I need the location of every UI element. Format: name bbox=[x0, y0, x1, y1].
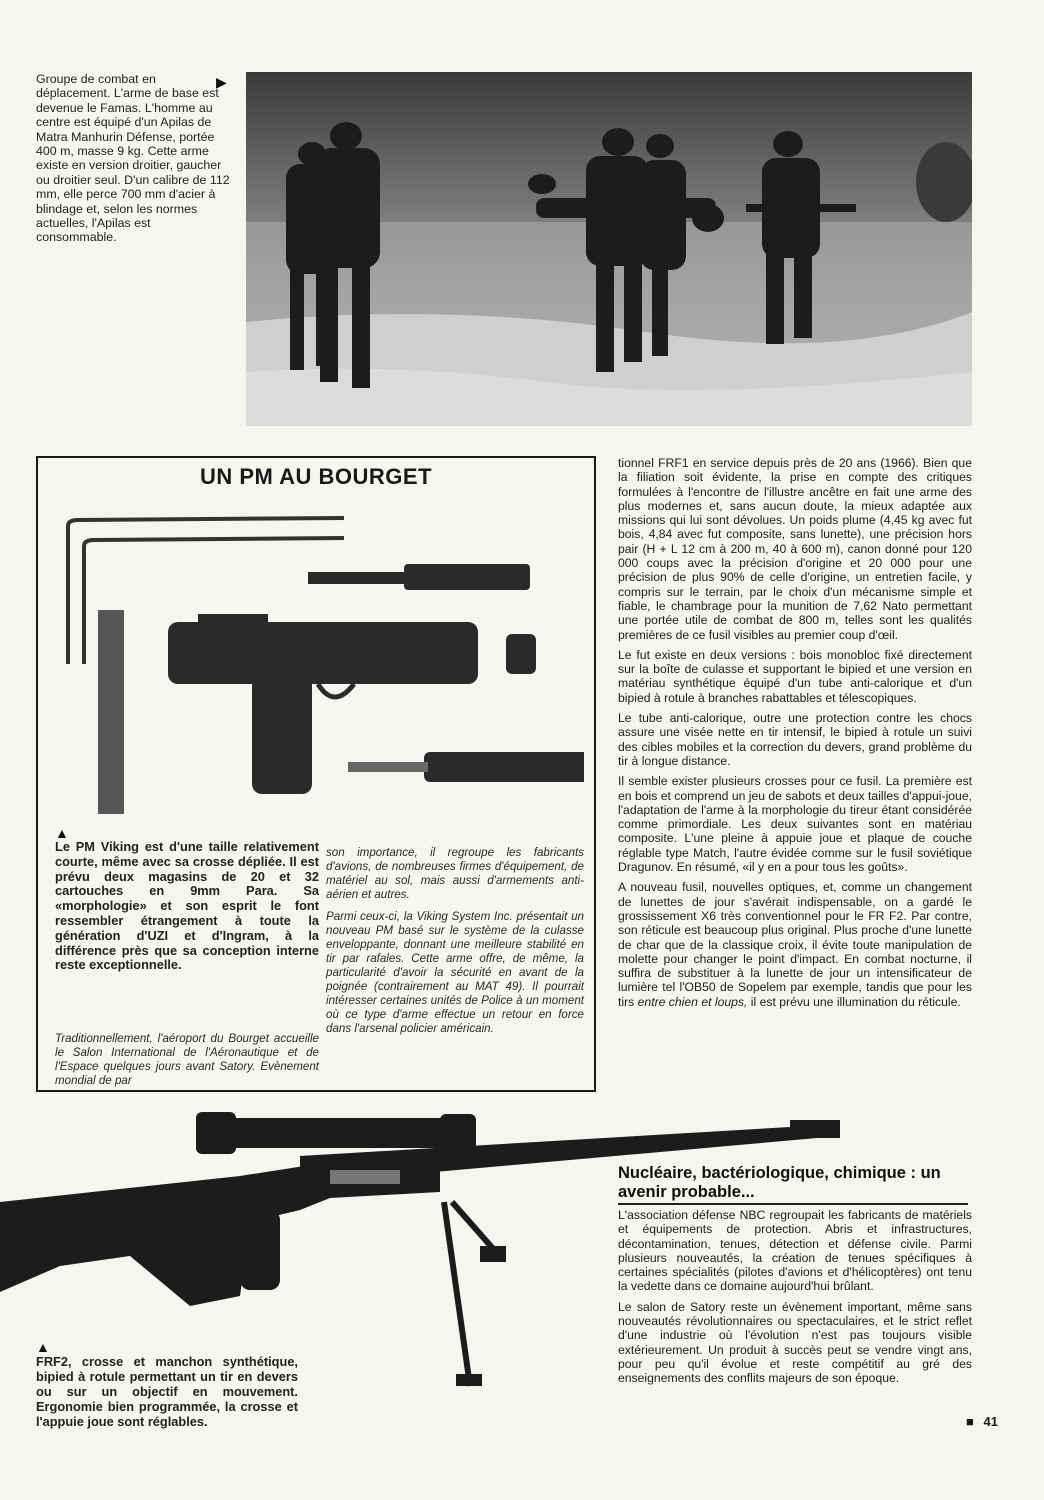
arrow-right-icon: ▶ bbox=[216, 74, 227, 90]
box-text-right: son importance, il regroupe les fabricants d'avions, de nombreuses firmes d'équipement, de matériel au sol, mais aussi d'armements anti-aérien et autres. Parmi ceux-ci, la Viking System Inc. présentait un nouveau PM basé sur le système de la culasse enveloppante, donnant une meilleure stabilité en tir par rafales. Cette arme offre, de même, la particularité d'avoir la sécurité en avant de la poignée (contrairement au MAT 49). Il pourrait intéresser certaines unités de Police à un moment où ce type d'arme effectue un retour en force dans l'arsenal policier américain. bbox=[326, 846, 584, 1035]
soldiers-photo bbox=[246, 72, 972, 426]
nbc-section-text: L'association défense NBC regroupait les fabricants de matériels et équipements de protection. Abris et infrastructures, décontamination, tenues, détection et défense civile. Parmi plusieurs nouveautés, la création de tenues spécifiques à certaines spécialités (pilotes d'avions et d'hélicoptères) ont tenu la vedette dans ce domaine aujourd'hui brûlant. Le salon de Satory reste un évènement important, même sans nouveautés révolutionnaires ou spectaculaires, et le strict reflet d'une industrie où l'évolution n'est pas toujours visible extérieurement. Un produit à succès peut se vendre vingt ans, pour peu qu'il évolue et reste compétitif au gré des enseignements des conflits majeurs de son époque. bbox=[618, 1208, 972, 1386]
page-marker-icon: ■ bbox=[966, 1414, 974, 1429]
viking-smg-photo bbox=[48, 514, 584, 814]
page-number bbox=[966, 1414, 998, 1429]
box-text-left: Traditionnellement, l'aéroport du Bourget accueille le Salon International de l'Aéronautique et de l'Espace quelques jours avant Satory. Evènement mondial de par bbox=[55, 1032, 319, 1087]
arrow-up-icon: ▲ bbox=[55, 825, 69, 841]
soldiers-photo-caption: Groupe de combat en déplacement. L'arme de base est devenue le Famas. L'homme au centre est équipé d'un Apilas de Matra Manhurin Défense, portée 400 m, masse 9 kg. Cette arme existe en version droitier, gaucher ou droitier seul. D'un calibre de 112 mm, elle perce 700 mm d'acier à blindage et, selon les normes actuelles, l'Apilas est consommable. bbox=[36, 72, 230, 245]
main-article-column: tionnel FRF1 en service depuis près de 20 ans (1966). Bien que la filiation soit évidente, la prise en compte des critiques formulées à l'encontre de l'illustre ancêtre en fait une arme des plus modernes et, sans aucun doute, la mieux adaptée aux missions qui lui sont dévolues. Un poids plume (4,45 kg avec fut bois, 4,84 avec fut composite, sans lunette), une précision hors pair (H + L 12 cm à 200 m, 40 à 600 m), canon donné pour 120 000 coups avec la précision d'origine et 20 000 pour une précision de plus 90% de celle d'origine, un entretien facile, y compris sur le terrain, par le choix d'un mécanisme simple et fiable, le chambrage pour la munition de 7,62 Nato permettant une portée utile de combat de 800 m, telles sont les qualités premières de ce fusil visibles au premier coup d'œil. Le fut existe en deux versions : bois monobloc fixé directement sur la boîte de culasse et supportant le bipied et une version en matériau synthétique équipé d'un tube anti-calorique et d'un bipied à rotule à branches rabattables et télescopiques. Le tube anti-calorique, outre une protection contre les chocs assure une visée nette en tir intensif, le bipied à rotule un suivi des cibles mobiles et la correction du devers, grand problème du tir à longue distance. Il semble exister plusieurs crosses pour ce fusil. La première est en bois et comprend un jeu de sabots et deux tailles d'appui-joue, l'adaptation de l'arme à la morphologie du tireur étant considérée comme primordiale. Les deux suivantes sont en matériau composite. L'une pleine à appuie joue et plaque de couche réglable type Match, l'autre évidée comme sur le fusil soviétique Dragunov. En résumé, «il y en a pour tous les goûts». A nouveau fusil, nouvelles optiques, et, comme un changement de lunettes de jour s'avérait indispensable, on a gardé le grossissement X6 très conventionnel pour le FR F2. Par contre, son réticule est beaucoup plus original. Plus proche d'une lunette de char que de la classique croix, il évite toute manipulation de molette pour changer le point d'impact. En combat nocturne, il suffira de substituer à la lunette de jour un intensificateur de lumière tel l'OB50 de Sopelem par exemple, tandis que pour les tirs entre chien et loups, il est prévu une illumination du réticule. bbox=[618, 456, 972, 1009]
nbc-section-heading: Nucléaire, bactériologique, chimique : un avenir probable... bbox=[618, 1164, 941, 1201]
box-title: UN PM AU BOURGET bbox=[199, 464, 433, 489]
page-number-value: 41 bbox=[983, 1414, 998, 1429]
arrow-up-icon: ▲ bbox=[36, 1339, 50, 1355]
frf2-caption: FRF2, crosse et manchon synthétique, bipied à rotule permettant un tir en devers ou sur un objectif en mouvement. Ergonomie bien programmée, la crosse et l'appuie joue sont réglables. bbox=[36, 1354, 298, 1429]
frf2-rifle-photo bbox=[0, 1106, 850, 1396]
viking-smg-caption: Le PM Viking est d'une taille relativement courte, même avec sa crosse dépliée. Il est prévu deux magasins de 20 et 32 cartouches en 9mm Para. Sa «morphologie» et son esprit le font ressembler étrangement à toute la génération d'UZI et d'Ingram, à la différence près que sa conception interne reste exceptionnelle. bbox=[55, 839, 319, 973]
sidebar-box-pm-bourget bbox=[36, 456, 596, 1092]
